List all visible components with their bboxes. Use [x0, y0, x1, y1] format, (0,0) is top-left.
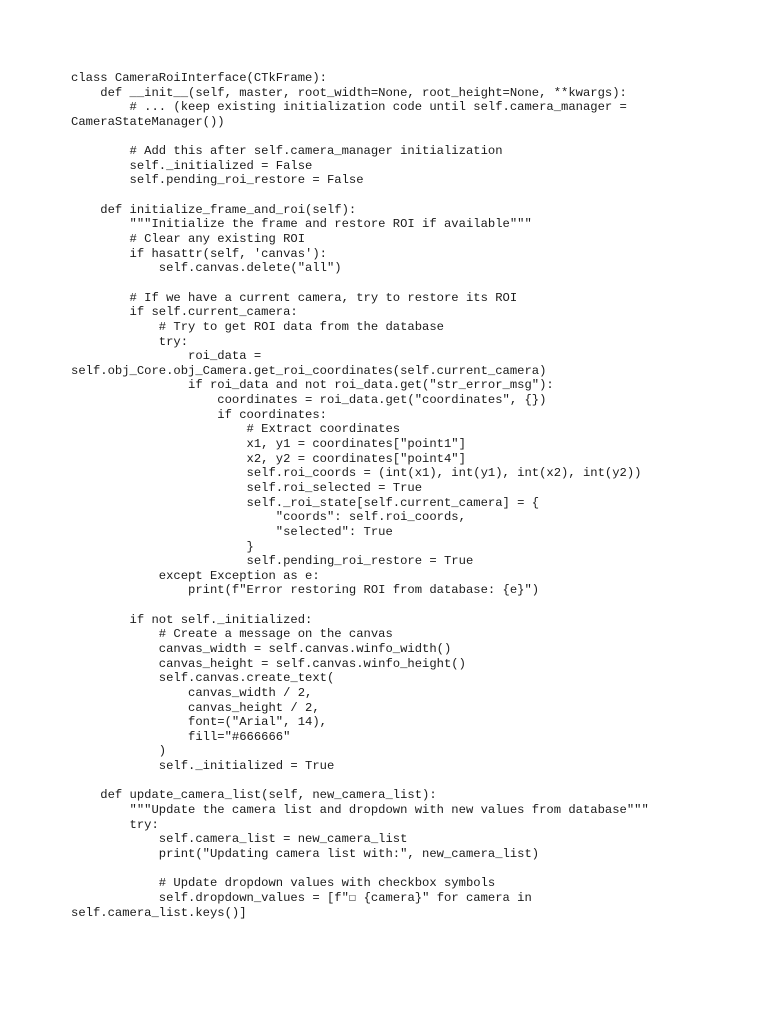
code-line: fill="#666666" [71, 729, 291, 744]
code-line: self._initialized = False [71, 158, 313, 173]
code-line: ) [71, 744, 167, 759]
code-line: def __init__(self, master, root_width=None, root_height=None, **kwargs): [71, 85, 627, 100]
code-line: self.roi_coords = (int(x1), int(y1), int(x2), int(y2)) [71, 466, 642, 481]
code-line [71, 774, 711, 789]
code-line: def initialize_frame_and_roi(self): [71, 202, 357, 217]
code-line: def update_camera_list(self, new_camera_list): [71, 788, 437, 803]
code-line: # Extract coordinates [71, 422, 401, 437]
code-line [71, 276, 711, 291]
code-line: self.pending_roi_restore = False [71, 173, 364, 188]
code-line: # Update dropdown values with checkbox symbols [71, 876, 496, 891]
code-line: } [71, 539, 254, 554]
code-line: if hasattr(self, 'canvas'): [71, 246, 327, 261]
code-line: # ... (keep existing initialization code until self.camera_manager = [71, 100, 627, 115]
code-line: self.pending_roi_restore = True [71, 554, 474, 569]
code-line: coordinates = roi_data.get("coordinates", {}) [71, 393, 547, 408]
code-line: if roi_data and not roi_data.get("str_error_msg"): [71, 378, 554, 393]
code-line: self.canvas.delete("all") [71, 261, 342, 276]
code-line: x2, y2 = coordinates["point4"] [71, 451, 466, 466]
code-line: """Initialize the frame and restore ROI if available""" [71, 217, 532, 232]
code-line: # Try to get ROI data from the database [71, 319, 444, 334]
code-line: if self.current_camera: [71, 305, 298, 320]
code-line: "coords": self.roi_coords, [71, 510, 466, 525]
code-line [71, 598, 711, 613]
code-line: class CameraRoiInterface(CTkFrame): [71, 71, 327, 85]
code-line: if not self._initialized: [71, 612, 313, 627]
code-line: self._initialized = True [71, 759, 335, 774]
code-line: self.dropdown_values = [f"☐ {camera}" for camera in [71, 890, 532, 905]
code-line: "selected": True [71, 524, 393, 539]
code-line: canvas_height = self.canvas.winfo_height() [71, 656, 466, 671]
code-line: # Create a message on the canvas [71, 627, 393, 642]
code-line: """Update the camera list and dropdown with new values from database""" [71, 803, 649, 818]
code-line: self._roi_state[self.current_camera] = { [71, 495, 540, 510]
code-line [71, 130, 711, 145]
code-line: canvas_width = self.canvas.winfo_width() [71, 641, 452, 656]
code-line: self.roi_selected = True [71, 480, 423, 495]
code-line: if coordinates: [71, 407, 327, 422]
code-line: font=("Arial", 14), [71, 715, 327, 730]
code-line: canvas_width / 2, [71, 685, 313, 700]
code-line [71, 862, 711, 877]
code-line: CameraStateManager()) [71, 114, 225, 129]
code-line: x1, y1 = coordinates["point1"] [71, 437, 466, 452]
code-line: roi_data = [71, 349, 262, 364]
code-line: self.canvas.create_text( [71, 671, 335, 686]
code-line: print("Updating camera list with:", new_camera_list) [71, 846, 540, 861]
code-line: self.camera_list = new_camera_list [71, 832, 408, 847]
code-line: print(f"Error restoring ROI from database: {e}") [71, 583, 540, 598]
code-line [71, 188, 711, 203]
code-line: self.camera_list.keys()] [71, 905, 247, 920]
code-line: # If we have a current camera, try to restore its ROI [71, 290, 518, 305]
code-line: canvas_height / 2, [71, 700, 320, 715]
code-line: # Clear any existing ROI [71, 232, 306, 247]
code-line: try: [71, 334, 189, 349]
code-line: except Exception as e: [71, 568, 320, 583]
code-line: self.obj_Core.obj_Camera.get_roi_coordinates(self.current_camera) [71, 363, 547, 378]
code-listing [71, 71, 711, 920]
code-line: try: [71, 817, 159, 832]
code-line: # Add this after self.camera_manager initialization [71, 144, 503, 159]
